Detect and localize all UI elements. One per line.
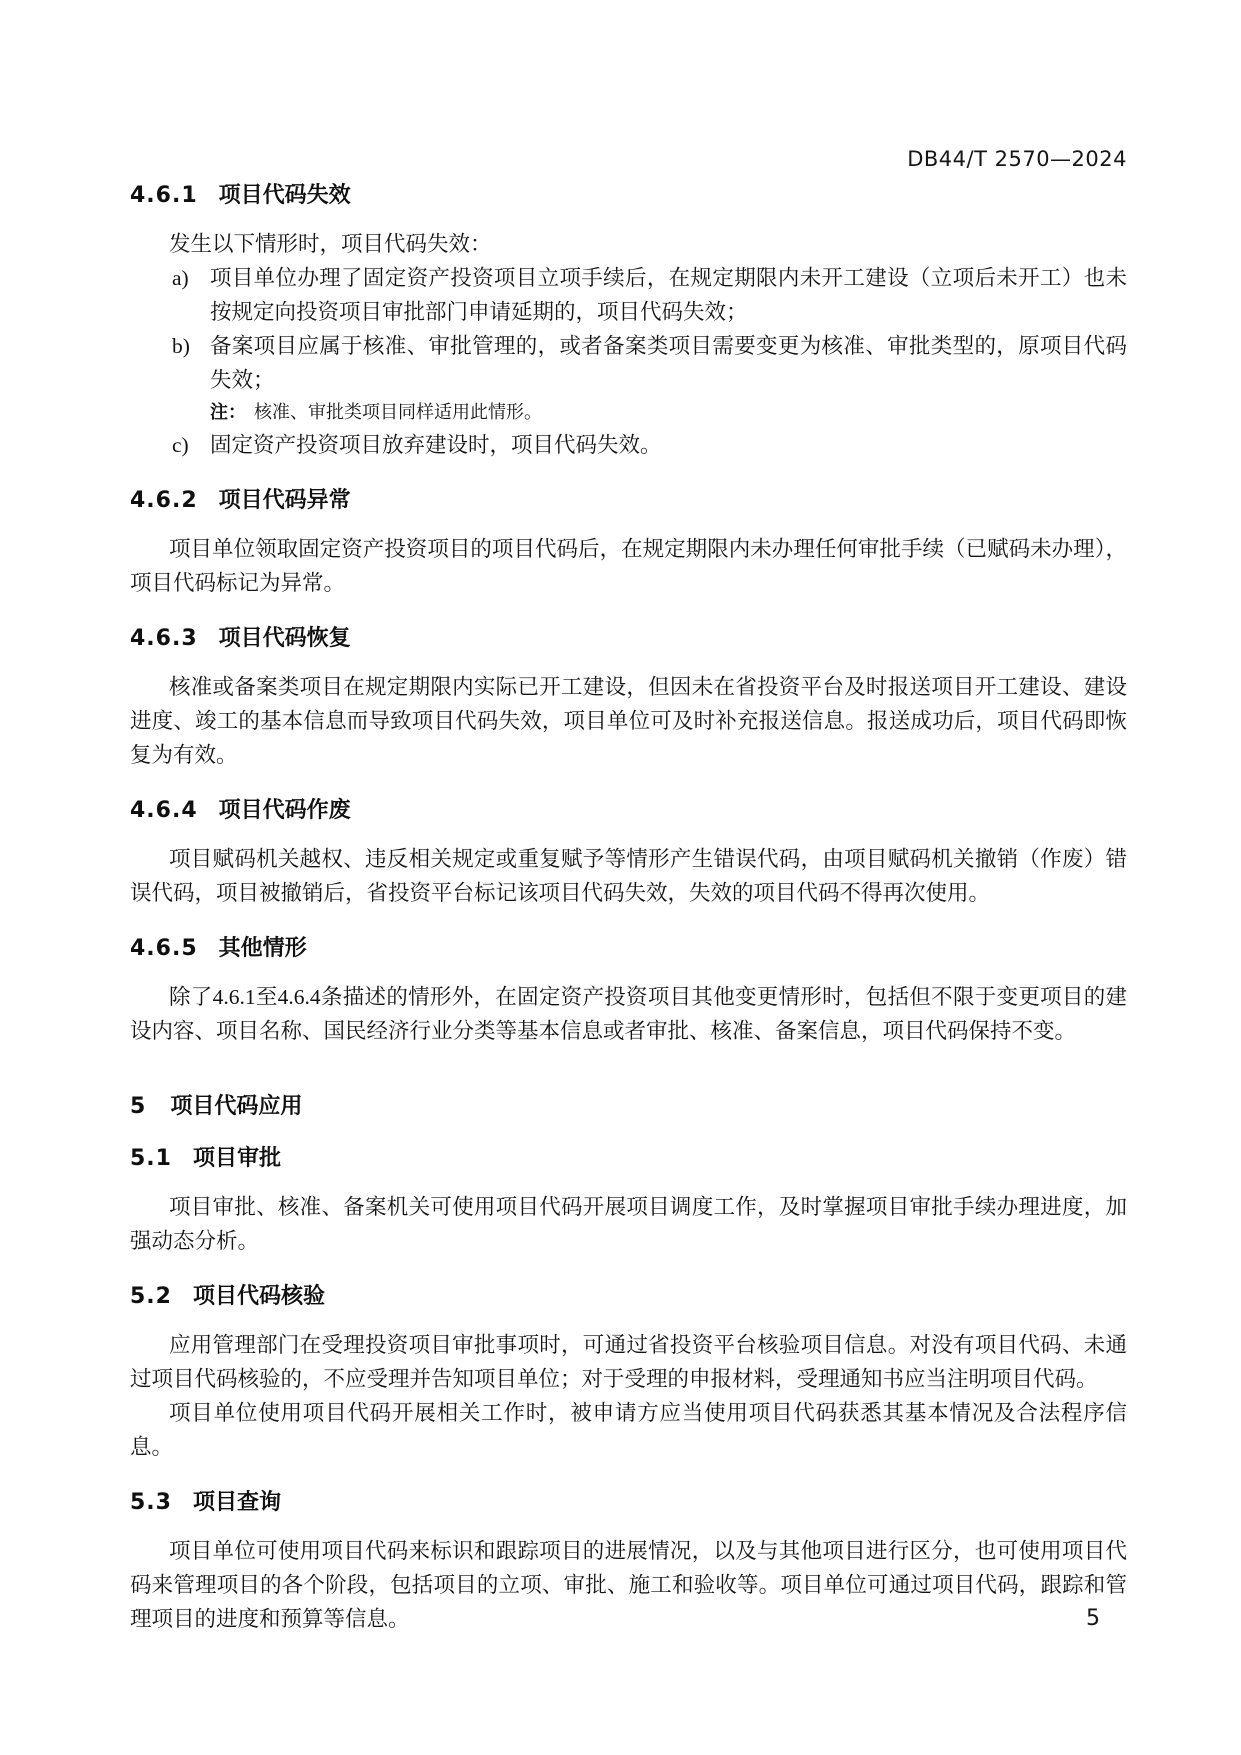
section-heading <box>130 626 1127 652</box>
section-title: 项目代码作废 <box>218 798 351 823</box>
section-number: 4.6.4 <box>130 798 198 823</box>
section-number: 5.2 <box>130 1284 172 1309</box>
body-paragraph: 发生以下情形时，项目代码失效： <box>169 232 492 256</box>
body-paragraph: 项目赋码机关越权、违反相关规定或重复赋予等情形产生错误代码，由项目赋码机关撤销（作废）错误代码，项目被撤销后，省投资平台标记该项目代码失效，失效的项目代码不得再次使用。 <box>130 847 1127 905</box>
section-heading <box>130 183 1127 209</box>
section-title: 项目代码应用 <box>170 1094 303 1119</box>
body-paragraph: 项目单位领取固定资产投资项目的项目代码后，在规定期限内未办理任何审批手续（已赋码未办理），项目代码标记为异常。 <box>130 537 1127 595</box>
body-paragraph: 应用管理部门在受理投资项目审批事项时，可通过省投资平台核验项目信息。对没有项目代码、未通过项目代码核验的，不应受理并告知项目单位；对于受理的申报材料，受理通知书应当注明项目代码。 <box>130 1333 1127 1391</box>
section-number: 5.3 <box>130 1490 172 1515</box>
list-item-text: 固定资产投资项目放弃建设时，项目代码失效。 <box>210 433 662 457</box>
section-number: 4.6.1 <box>130 183 198 208</box>
section-number: 4.6.5 <box>130 936 198 961</box>
list-marker: a) <box>172 266 189 290</box>
section-heading <box>130 936 1127 962</box>
section-heading <box>130 1284 1127 1310</box>
body-paragraph: 项目单位可使用项目代码来标识和跟踪项目的进展情况，以及与其他项目进行区分，也可使用项目代码来管理项目的各个阶段，包括项目的立项、审批、施工和验收等。项目单位可通过项目代码，跟踪和管理项目的进度和预算等信息。 <box>130 1539 1127 1631</box>
section-heading <box>130 798 1127 824</box>
section-heading <box>130 1490 1127 1516</box>
section-number: 4.6.3 <box>130 626 198 651</box>
list-item <box>130 329 1127 397</box>
note <box>130 397 1127 428</box>
body-paragraph: 项目审批、核准、备案机关可使用项目代码开展项目调度工作，及时掌握项目审批手续办理进度，加强动态分析。 <box>130 1195 1127 1253</box>
section-title: 项目代码恢复 <box>218 626 351 651</box>
list-item-text: 备案项目应属于核准、审批管理的，或者备案类项目需要变更为核准、审批类型的，原项目代码失效； <box>210 334 1127 392</box>
section-title: 项目查询 <box>192 1490 281 1515</box>
section-number: 5 <box>130 1094 147 1119</box>
page-number: 5 <box>1086 1606 1100 1631</box>
section-title: 项目代码核验 <box>192 1284 325 1309</box>
clause-heading <box>130 1094 1127 1120</box>
list-marker: b) <box>172 334 190 358</box>
list-item-text: 项目单位办理了固定资产投资项目立项手续后，在规定期限内未开工建设（立项后未开工）也未按规定向投资项目审批部门申请延期的，项目代码失效； <box>210 266 1127 324</box>
body-paragraph: 除了4.6.1至4.6.4条描述的情形外，在固定资产投资项目其他变更情形时，包括但不限于变更项目的建设内容、项目名称、国民经济行业分类等基本信息或者审批、核准、备案信息，项目代码保持不变。 <box>130 985 1127 1043</box>
note-label: 注： <box>210 402 246 423</box>
section-title: 其他情形 <box>218 936 307 961</box>
list-item <box>130 428 1127 462</box>
body-paragraph: 项目单位使用项目代码开展相关工作时，被申请方应当使用项目代码获悉其基本情况及合法程序信息。 <box>130 1401 1127 1459</box>
section-number: 5.1 <box>130 1146 172 1171</box>
section-number: 4.6.2 <box>130 488 198 513</box>
list-marker: c) <box>172 433 189 457</box>
standard-number-header: DB44/T 2570—2024 <box>907 147 1127 171</box>
section-heading <box>130 488 1127 514</box>
list-item <box>130 261 1127 329</box>
section-title: 项目代码失效 <box>218 183 351 208</box>
document-body <box>130 183 1127 1636</box>
section-title: 项目审批 <box>192 1146 281 1171</box>
note-text: 核准、审批类项目同样适用此情形。 <box>254 402 542 422</box>
section-heading <box>130 1146 1127 1172</box>
body-paragraph: 核准或备案类项目在规定期限内实际已开工建设，但因未在省投资平台及时报送项目开工建设、建设进度、竣工的基本信息而导致项目代码失效，项目单位可及时补充报送信息。报送成功后，项目代码即恢复为有效。 <box>130 675 1127 767</box>
section-title: 项目代码异常 <box>218 488 351 513</box>
